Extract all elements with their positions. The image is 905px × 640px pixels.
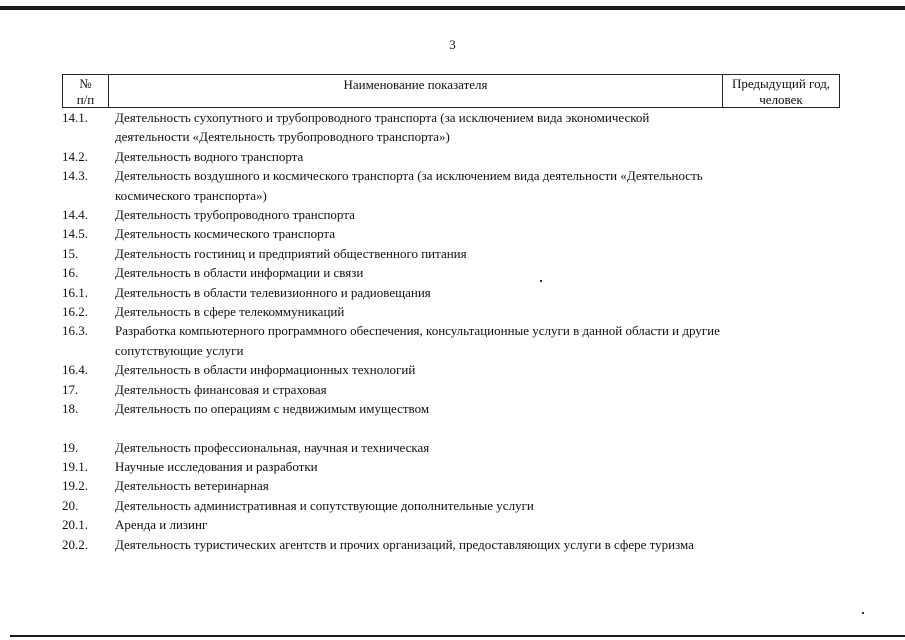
table-row [62, 399, 862, 418]
table-row [62, 515, 862, 534]
row-text: Деятельность туристических агентств и прочих организаций, предоставляющих услуги в сфере туризма [115, 536, 694, 552]
table-row [62, 438, 862, 457]
row-text: Разработка компьютерного программного обеспечения, консультационные услуги в данной области и другие сопутствующие услуги [115, 323, 720, 358]
row-number: 14.2. [62, 148, 88, 164]
row-number: 16. [62, 265, 79, 281]
table-row [62, 263, 862, 282]
header-year-cell [723, 75, 839, 107]
table-row [62, 457, 862, 476]
row-number: 19. [62, 439, 79, 455]
header-name-cell [109, 75, 723, 107]
row-text: Деятельность финансовая и страховая [115, 381, 327, 397]
table-row [62, 535, 862, 554]
row-number: 15. [62, 245, 79, 261]
row-text: Деятельность в области телевизионного и радиовещания [115, 284, 431, 300]
table-row [62, 302, 862, 321]
bottom-border [10, 635, 905, 637]
row-text: Деятельность профессиональная, научная и техническая [115, 439, 430, 455]
top-border [0, 6, 905, 10]
header-name-label: Наименование показателя [343, 77, 488, 92]
row-text: Научные исследования и разработки [115, 458, 318, 474]
table-row [62, 244, 862, 263]
scan-speck [540, 280, 542, 282]
table-row [62, 283, 862, 302]
header-num-cell [63, 75, 109, 107]
row-text: Деятельность ветеринарная [115, 478, 269, 494]
row-text: Деятельность гостиниц и предприятий общественного питания [115, 245, 467, 261]
row-number: 20.2. [62, 536, 88, 552]
row-number: 20.1. [62, 517, 88, 533]
row-number: 16.2. [62, 304, 88, 320]
table-row [62, 205, 862, 224]
indicator-list [62, 108, 862, 554]
row-text: Аренда и лизинг [115, 517, 208, 533]
row-number: 16.4. [62, 362, 88, 378]
table-row [62, 321, 862, 360]
table-row [62, 147, 862, 166]
table-row [62, 380, 862, 399]
row-number: 14.4. [62, 207, 88, 223]
table-row [62, 108, 862, 147]
table-row [62, 166, 862, 205]
row-number: 14.5. [62, 226, 88, 242]
header-year-label: Предыдущий год, человек [731, 76, 831, 107]
table-row [62, 360, 862, 379]
table-row [62, 476, 862, 495]
row-text: Деятельность административная и сопутствующие дополнительные услуги [115, 497, 534, 513]
row-text: Деятельность водного транспорта [115, 148, 304, 164]
row-number: 19.1. [62, 458, 88, 474]
row-text: Деятельность космического транспорта [115, 226, 336, 242]
header-num-label: № п/п [76, 76, 95, 107]
row-number: 14.1. [62, 110, 88, 125]
table-header [62, 74, 840, 108]
scan-speck [862, 612, 864, 614]
row-number: 19.2. [62, 478, 88, 494]
row-text: Деятельность сухопутного и трубопроводного транспорта (за исключением вида экономической деятельности «Деятельность трубопроводного транспорта») [115, 110, 650, 145]
row-number: 17. [62, 381, 79, 397]
row-number: 16.3. [62, 323, 88, 339]
row-text: Деятельность трубопроводного транспорта [115, 207, 355, 223]
table-row [62, 496, 862, 515]
row-text: Деятельность воздушного и космического транспорта (за исключением вида деятельности «Деятельность космического транспорта») [115, 168, 703, 203]
table-row [62, 224, 862, 243]
row-number: 14.3. [62, 168, 88, 184]
page-number: 3 [449, 37, 456, 52]
row-number: 20. [62, 497, 79, 513]
row-text: Деятельность в сфере телекоммуникаций [115, 304, 345, 320]
row-text: Деятельность в области информации и связи [115, 265, 364, 281]
row-number: 16.1. [62, 284, 88, 300]
row-text: Деятельность в области информационных технологий [115, 362, 416, 378]
row-number: 18. [62, 401, 79, 417]
row-text: Деятельность по операциям с недвижимым имуществом [115, 401, 430, 417]
